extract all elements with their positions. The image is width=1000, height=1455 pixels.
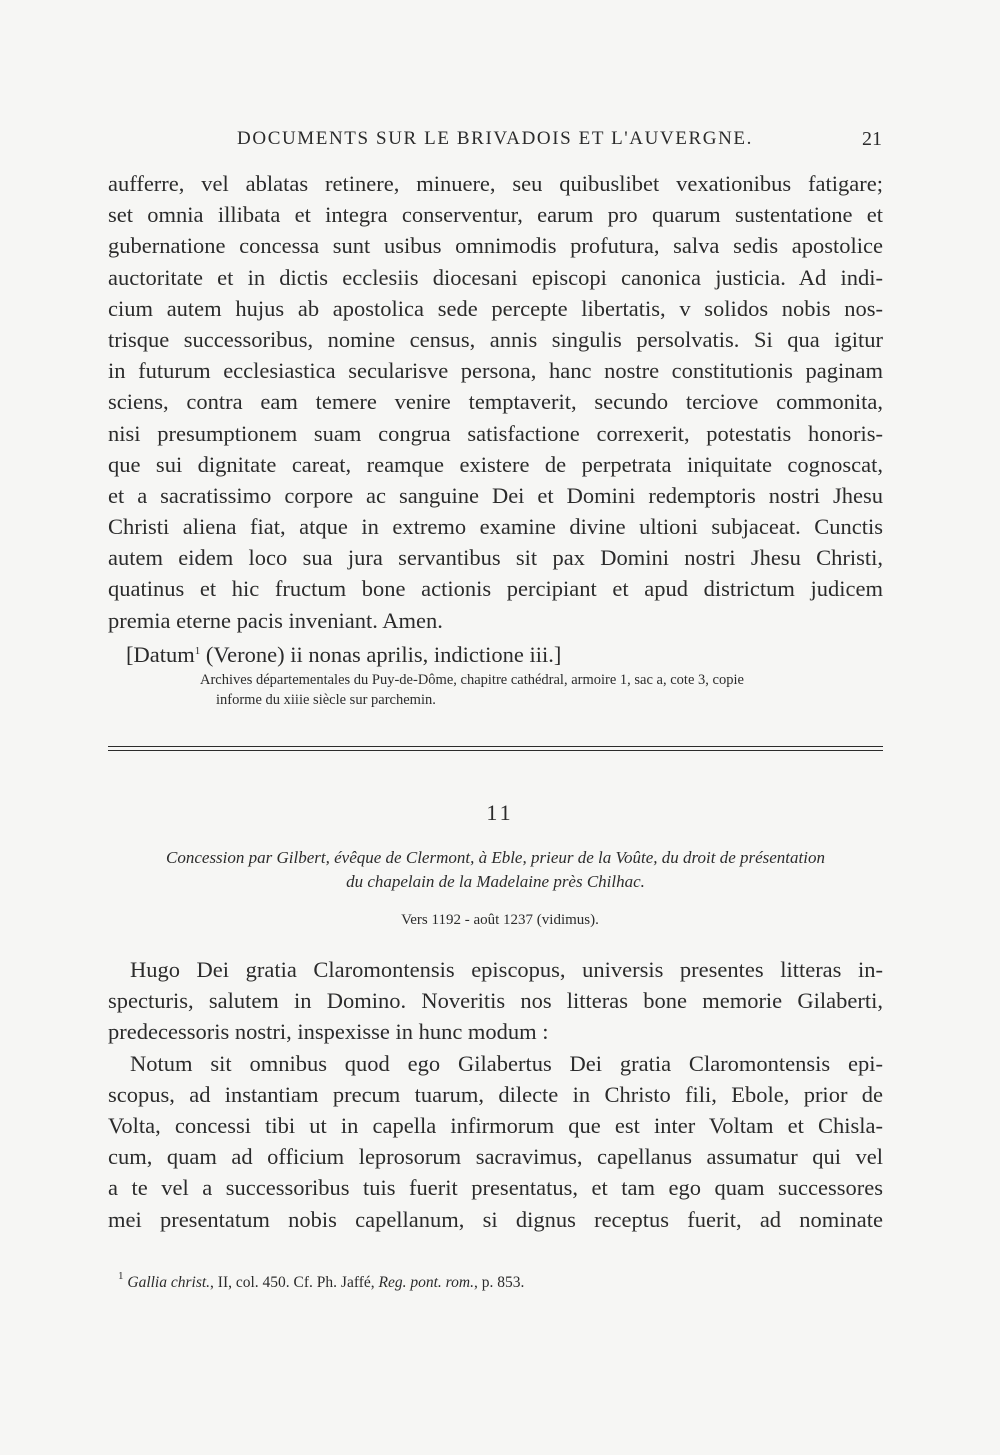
document-text xyxy=(108,954,883,1235)
datum-line xyxy=(126,636,883,670)
text-line: Christi aliena fiat, atque in extremo examine divine ultioni subjaceat. Cunctis xyxy=(108,514,883,540)
divider-rule xyxy=(108,750,883,751)
text-line: nisi presumptionem suam congrua satisfactione correxerit, potestatis honoris- xyxy=(108,420,883,446)
text-line: Notum sit omnibus quod ego Gilabertus Dei gratia Claromontensis epi- xyxy=(130,1050,883,1076)
divider-rule xyxy=(108,746,883,747)
archive-line: Archives départementales du Puy-de-Dôme, chapitre cathédral, armoire 1, sac a, cote 3, copie xyxy=(200,672,744,688)
charter-text xyxy=(108,168,883,670)
page-number: 21 xyxy=(862,128,882,150)
text-line: aufferre, vel ablatas retinere, minuere, seu quibuslibet vexationibus fatigare; xyxy=(108,171,883,196)
footnote-number: 1 xyxy=(118,1270,124,1282)
document-summary xyxy=(108,846,883,894)
text-line: gubernatione concessa sunt usibus omnimodis profutura, salva sedis apostolice xyxy=(108,233,883,259)
text-line: specturis, salutem in Domino. Noveritis nos litteras bone memorie Gilaberti, xyxy=(108,988,883,1014)
text-line: predecessoris nostri, inspexisse in hunc modum : xyxy=(108,1019,549,1045)
footnote-ref-text: , p. 853. xyxy=(473,1274,525,1291)
document-date: Vers 1192 - août 1237 (vidimus). xyxy=(401,912,599,928)
text-line: trisque successoribus, nomine census, annis singulis persolvatis. Si qua igitur xyxy=(108,326,883,352)
text-line: mei presentatum nobis capellanum, si dignus receptus fuerit, ad nominate xyxy=(108,1206,883,1232)
text-line: Hugo Dei gratia Claromontensis episcopus, universis presentes litteras in- xyxy=(130,957,883,982)
footnote-ref: 1 xyxy=(194,644,201,657)
text-line: et a sacratissimo corpore ac sanguine Dei et Domini redemptoris nostri Jhesu xyxy=(108,482,883,508)
footnote-ref-text: , II, col. 450. Cf. Ph. Jaffé, xyxy=(210,1274,379,1291)
document-number: 11 xyxy=(486,800,514,825)
text-line: sciens, contra eam temere venire temptaverit, secundo terciove commonita, xyxy=(108,389,883,415)
footnote xyxy=(118,1270,524,1292)
text-line: scopus, ad instantiam precum tuarum, dilecte in Christo fili, Ebole, prior de xyxy=(108,1081,883,1107)
archive-line: informe du xiiie siècle sur parchemin. xyxy=(216,692,436,708)
text-line: cium autem hujus ab apostolica sede percepte libertatis, v solidos nobis nos- xyxy=(108,295,883,321)
text-line: in futurum ecclesiastica secularisve persona, hanc nostre constitutionis paginam xyxy=(108,358,883,384)
text-line: premia eterne pacis inveniant. Amen. xyxy=(108,607,443,633)
text-line: auctoritate et in dictis ecclesiis diocesani episcopi canonica justicia. Ad indi- xyxy=(108,264,883,290)
text-line: quatinus et hic fructum bone actionis percipiant et apud districtum judicem xyxy=(108,576,883,602)
text-line: cum, quam ad officium leprosorum sacravimus, capellanus assumatur qui vel xyxy=(108,1144,883,1170)
text-line: a te vel a successoribus tuis fuerit presentatus, et tam ego quam successores xyxy=(108,1175,883,1201)
datum-pre: [Datum xyxy=(126,641,195,667)
datum-post: (Verone) ii nonas aprilis, indictione iii.] xyxy=(200,641,562,667)
summary-line: Concession par Gilbert, évêque de Clermont, à Eble, prieur de la Voûte, du droit de présentation xyxy=(166,848,825,867)
footnote-source-title: Gallia christ. xyxy=(127,1274,211,1291)
archive-source xyxy=(200,670,883,710)
footnote-source-title: Reg. pont. rom. xyxy=(378,1274,474,1291)
running-header: DOCUMENTS SUR LE BRIVADOIS ET L'AUVERGNE. xyxy=(237,128,753,149)
summary-line: du chapelain de la Madelaine près Chilhac. xyxy=(346,872,645,891)
text-line: autem eidem loco sua jura servantibus sit pax Domini nostri Jhesu Christi, xyxy=(108,545,883,571)
text-line: Volta, concessi tibi ut in capella infirmorum que est inter Voltam et Chisla- xyxy=(108,1112,883,1138)
text-line: que sui dignitate careat, reamque existere de perpetrata iniquitate cognoscat, xyxy=(108,451,883,477)
text-line: set omnia illibata et integra conserventur, earum pro quarum sustentatione et xyxy=(108,202,883,228)
